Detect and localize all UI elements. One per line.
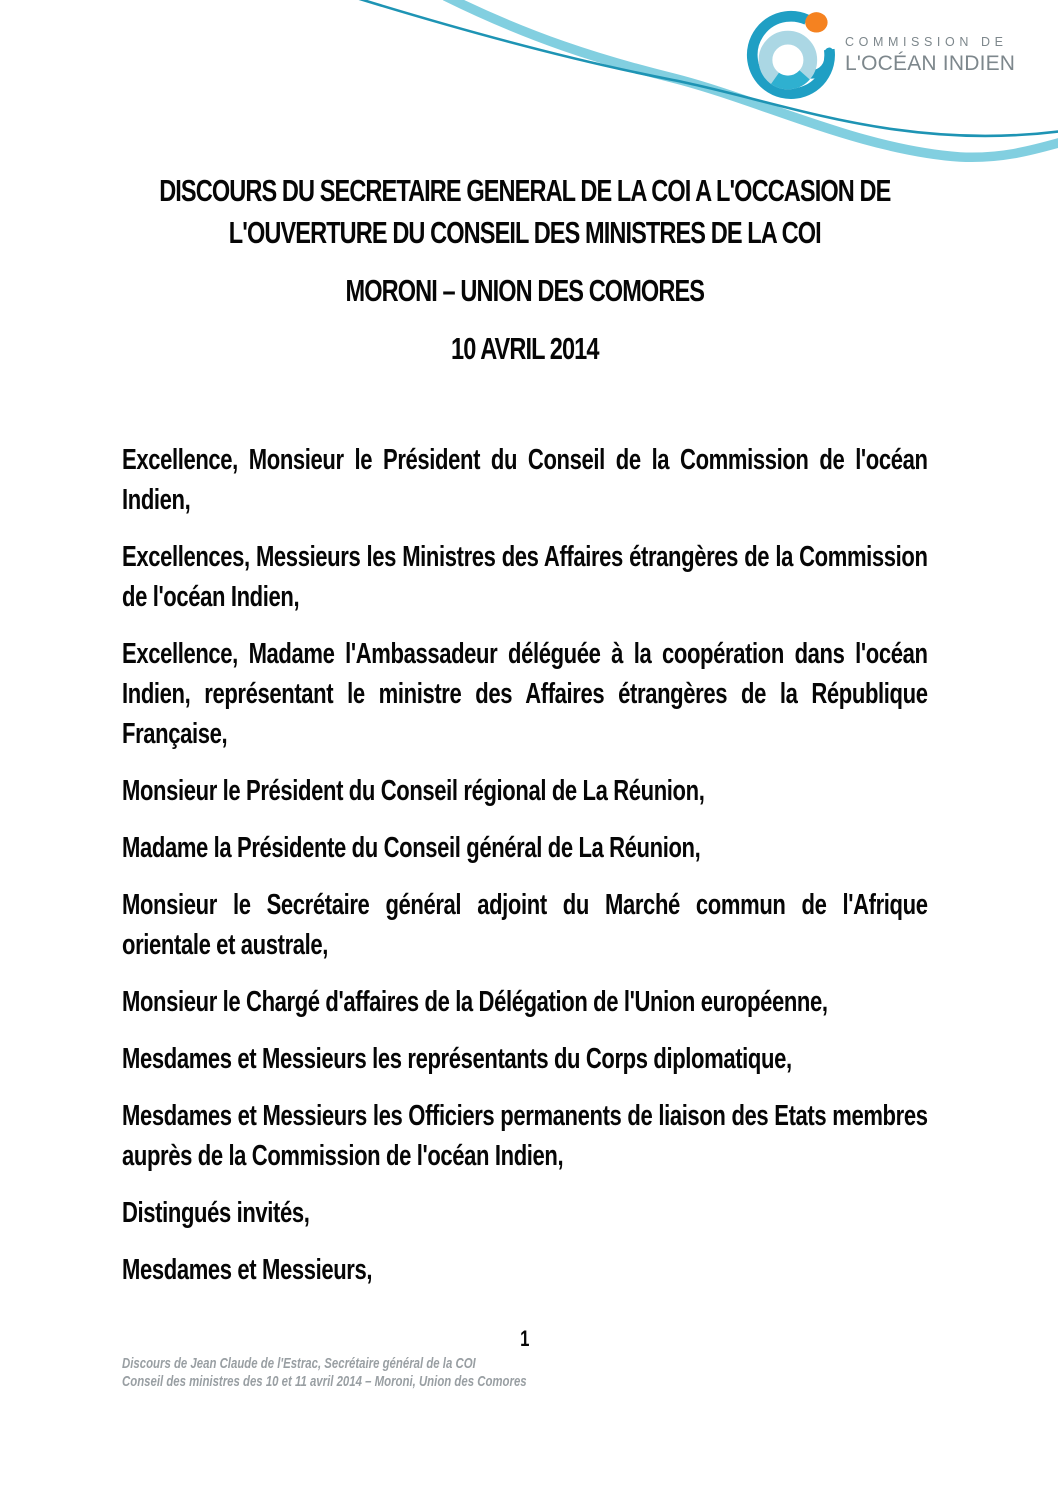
document-footer [122, 1355, 928, 1391]
salutation-paragraph: Mesdames et Messieurs, [122, 1254, 373, 1286]
salutation-paragraph: Monsieur le Président du Conseil régional de La Réunion, [122, 775, 705, 807]
coi-logo-icon [738, 2, 850, 114]
coi-logo [738, 2, 1058, 114]
document-title-location: MORONI – UNION DES COMORES [345, 273, 705, 308]
document-title-line2: L'OUVERTURE DU CONSEIL DES MINISTRES DE LA COI [228, 215, 821, 250]
salutation-paragraph: Madame la Présidente du Conseil général de La Réunion, [122, 832, 701, 864]
salutation-paragraph: Excellences, Messieurs les Ministres des Affaires étrangères de la Commission de l'océan Indien, [122, 541, 928, 613]
salutation-paragraph: Mesdames et Messieurs les Officiers permanents de liaison des Etats membres auprès de la Commission de l'océan Indien, [122, 1100, 928, 1172]
salutation-paragraph: Monsieur le Secrétaire général adjoint du Marché commun de l'Afrique orientale et australe, [122, 889, 928, 961]
salutation-paragraph: Excellence, Madame l'Ambassadeur déléguée à la coopération dans l'océan Indien, représentant le ministre des Affaires étrangères de la République Française, [122, 638, 928, 750]
logo-org-name-small: COMMISSION DE [845, 35, 1008, 49]
logo-wordmark [845, 35, 1015, 76]
logo-org-name-large: L'OCÉAN INDIEN [845, 52, 1016, 75]
footer-line1: Discours de Jean Claude de l'Estrac, Secrétaire général de la COI [122, 1355, 476, 1372]
text-column [122, 170, 928, 1391]
salutation-paragraph: Mesdames et Messieurs les représentants du Corps diplomatique, [122, 1043, 792, 1075]
salutation-paragraph: Excellence, Monsieur le Président du Conseil de la Commission de l'océan Indien, [122, 444, 928, 516]
orange-dot [805, 12, 827, 32]
salutation-paragraph: Monsieur le Chargé d'affaires de la Délégation de l'Union européenne, [122, 986, 828, 1018]
document-title-date: 10 AVRIL 2014 [451, 331, 599, 366]
speech-body [122, 440, 928, 1290]
document-title-line1: DISCOURS DU SECRETAIRE GENERAL DE LA COI A L'OCCASION DE [159, 173, 891, 208]
page-number: 1 [520, 1326, 530, 1351]
salutation-paragraph: Distingués invités, [122, 1197, 310, 1229]
footer-line2: Conseil des ministres des 10 et 11 avril 2014 – Moroni, Union des Comores [122, 1373, 527, 1390]
